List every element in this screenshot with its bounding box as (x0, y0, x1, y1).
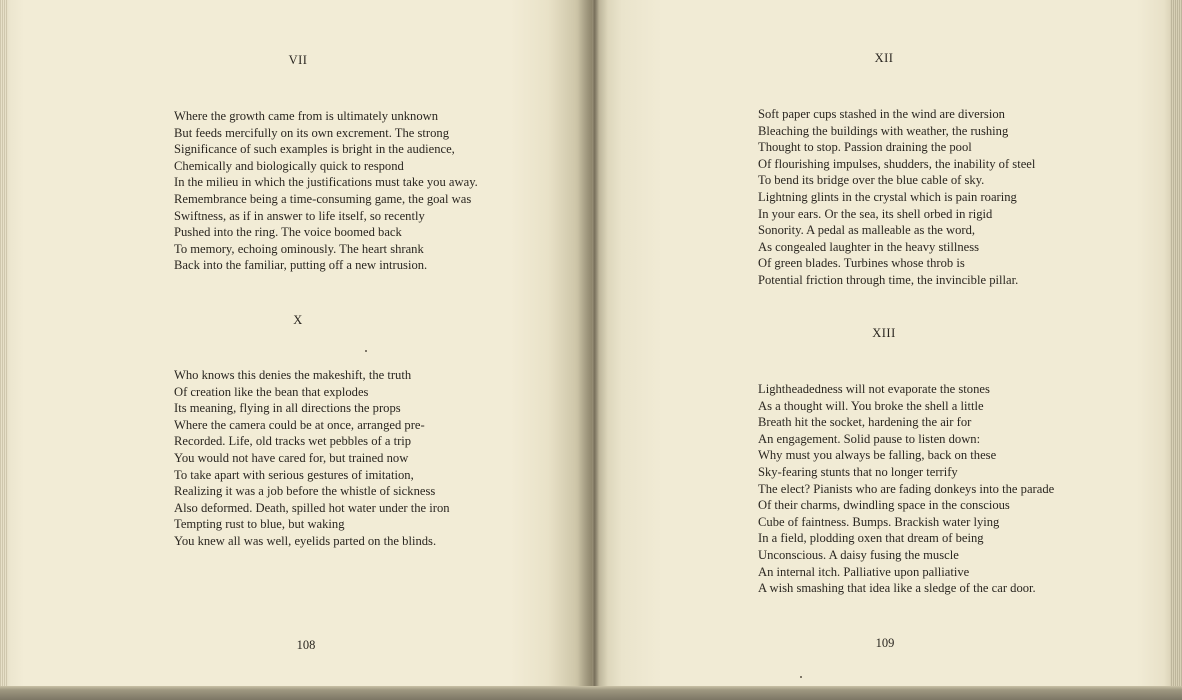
poem-line: Thought to stop. Passion draining the pool (758, 140, 972, 155)
poem-line: Who knows this denies the makeshift, the truth (174, 368, 412, 382)
poem-line: Realizing it was a job before the whistle of sickness (174, 484, 436, 499)
poem-xii-text (758, 106, 1035, 289)
poem-line: Soft paper cups stashed in the wind are diversion (758, 107, 1005, 121)
paper-speck (365, 350, 367, 352)
poem-line: Of green blades. Turbines whose throb is (758, 256, 965, 271)
poem-line: Its meaning, flying in all directions the props (174, 401, 401, 416)
poem-line: Where the growth came from is ultimately unknown (174, 109, 439, 123)
poem-line: Sky-fearing stunts that no longer terrify (758, 464, 958, 479)
poem-line: Pushed into the ring. The voice boomed back (174, 225, 402, 240)
left-page (0, 0, 592, 688)
poem-line: Recorded. Life, old tracks wet pebbles of a trip (174, 434, 412, 449)
page-edges-right (1170, 0, 1182, 690)
poem-line: But feeds mercifully on its own excrement. The strong (174, 125, 450, 140)
poem-line: Back into the familiar, putting off a new intrusion. (174, 258, 428, 273)
poem-line: Significance of such examples is bright in the audience, (174, 142, 455, 157)
poem-line: In your ears. Or the sea, its shell orbed in rigid (758, 206, 993, 221)
poem-heading-vii: VII (288, 53, 308, 67)
poem-line: Of creation like the bean that explodes (174, 384, 369, 399)
page-edges-left (0, 0, 8, 688)
poem-line: Chemically and biologically quick to respond (174, 158, 404, 173)
poem-line: Bleaching the buildings with weather, the rushing (758, 123, 1009, 138)
poem-line: The elect? Pianists who are fading donkeys into the parade (758, 481, 1055, 496)
book-gutter (578, 0, 608, 688)
page-number-left: 108 (296, 638, 316, 652)
poem-line: Cube of faintness. Bumps. Brackish water lying (758, 514, 1000, 529)
poem-line: In a field, plodding oxen that dream of being (758, 531, 984, 546)
poem-xiii-text (758, 381, 1054, 597)
poem-line: Remembrance being a time-consuming game, the goal was (174, 191, 472, 206)
poem-line: Unconscious. A daisy fusing the muscle (758, 547, 959, 562)
poem-line: Why must you always be falling, back on these (758, 448, 997, 463)
poem-line: To bend its bridge over the blue cable of sky. (758, 173, 985, 188)
page-bottom-edge (0, 686, 1182, 700)
poem-line: Swiftness, as if in answer to life itself, so recently (174, 208, 425, 223)
poem-heading-xii: XII (874, 51, 894, 65)
poem-line: Of flourishing impulses, shudders, the inability of steel (758, 156, 1036, 171)
page-number-right: 109 (875, 636, 895, 650)
poem-line: Lightning glints in the crystal which is pain roaring (758, 189, 1017, 204)
poem-line: Lightheadedness will not evaporate the stones (758, 382, 990, 396)
poem-line: An internal itch. Palliative upon palliative (758, 564, 970, 579)
poem-line: Where the camera could be at once, arranged pre- (174, 417, 425, 432)
poem-line: As a thought will. You broke the shell a little (758, 398, 984, 413)
poem-line: Of their charms, dwindling space in the conscious (758, 498, 1010, 513)
poem-line: To memory, echoing ominously. The heart shrank (174, 241, 424, 256)
poem-line: As congealed laughter in the heavy stillness (758, 239, 980, 254)
poem-heading-x: X (293, 313, 303, 327)
poem-line: An engagement. Solid pause to listen down: (758, 431, 981, 446)
poem-line: In the milieu in which the justifications must take you away. (174, 175, 478, 190)
right-page (592, 0, 1182, 688)
paper-speck (800, 676, 802, 678)
poem-line: Sonority. A pedal as malleable as the word, (758, 223, 976, 238)
poem-line: Tempting rust to blue, but waking (174, 517, 345, 532)
poem-line: To take apart with serious gestures of imitation, (174, 467, 414, 482)
poem-line: You knew all was well, eyelids parted on the blinds. (174, 533, 437, 548)
poem-heading-xiii: XIII (872, 326, 896, 340)
poem-line: Also deformed. Death, spilled hot water under the iron (174, 500, 450, 515)
poem-vii-text (174, 108, 478, 274)
poem-line: You would not have cared for, but trained now (174, 450, 409, 465)
poem-line: Potential friction through time, the invincible pillar. (758, 272, 1019, 287)
poem-line: Breath hit the socket, hardening the air for (758, 415, 972, 430)
poem-x-text (174, 367, 450, 550)
poem-line: A wish smashing that idea like a sledge of the car door. (758, 581, 1036, 596)
